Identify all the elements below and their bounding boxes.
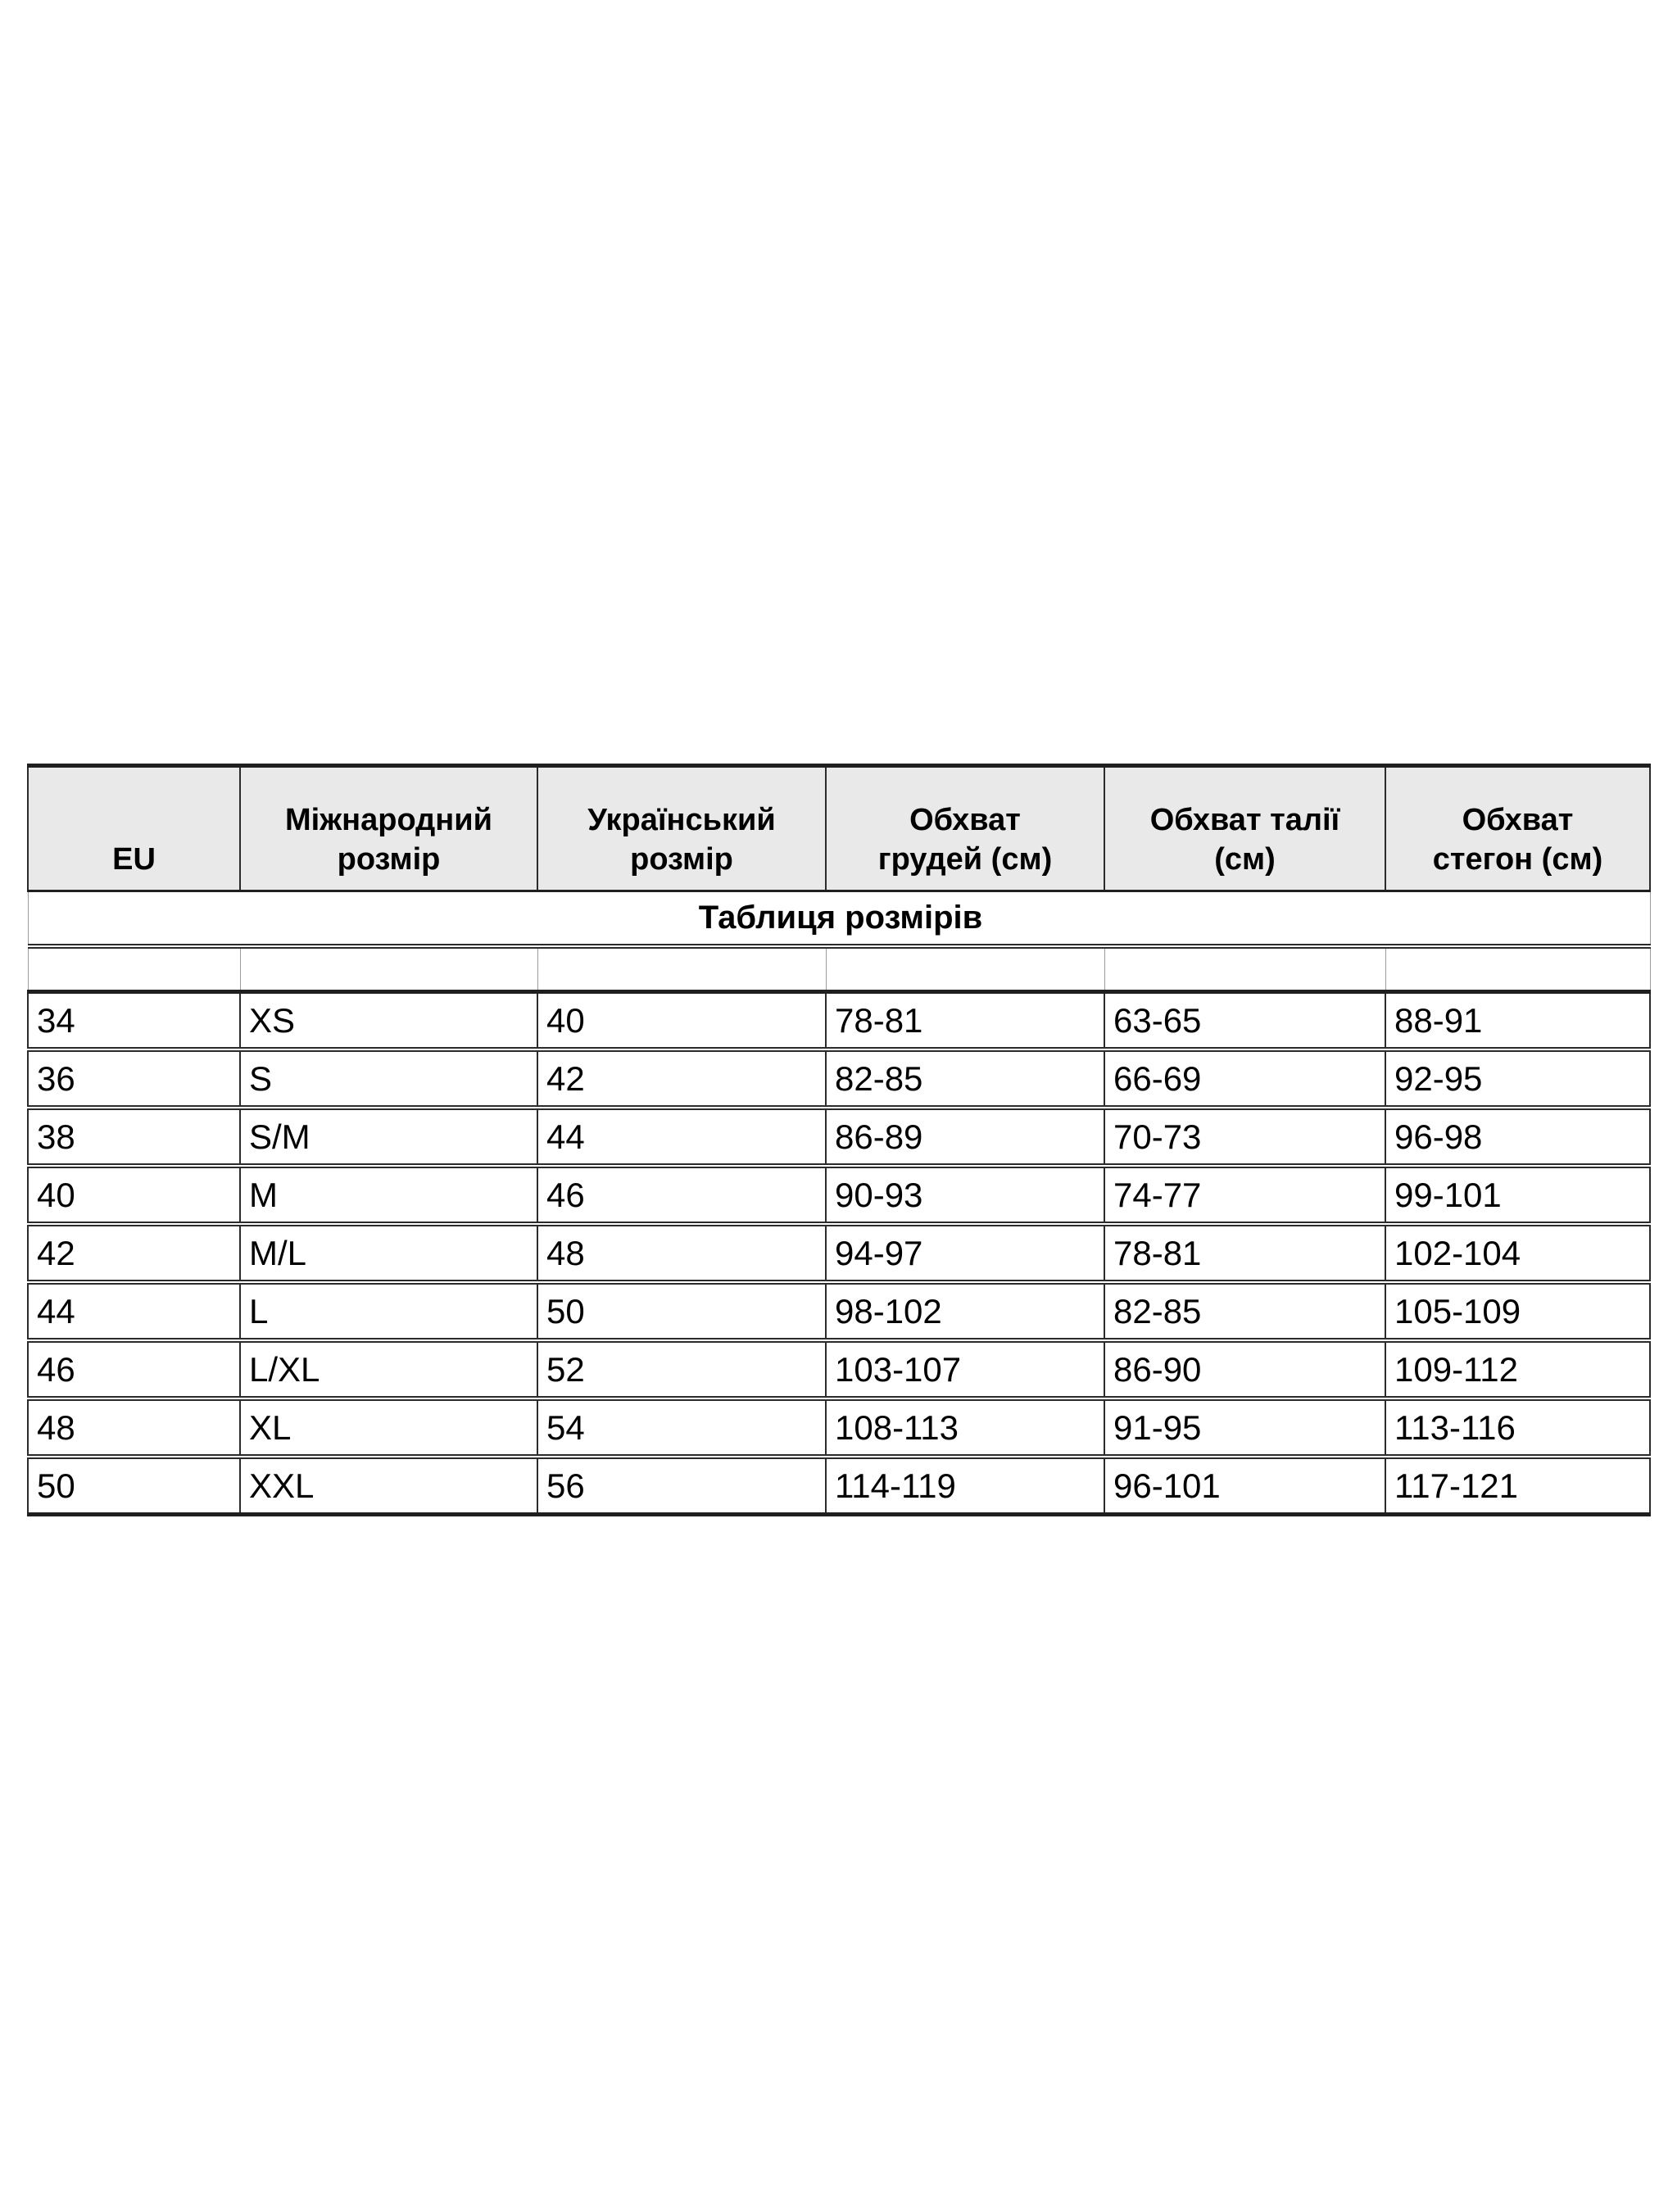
spacer-cell: [537, 946, 826, 992]
column-header-ukrainian-size: [537, 766, 826, 891]
header-line: розмір: [630, 842, 733, 877]
table-cell: 92-95: [1385, 1049, 1650, 1108]
table-cell: 50: [28, 1457, 240, 1515]
header-line: стегон (см): [1432, 842, 1603, 877]
table-cell: 91-95: [1104, 1398, 1385, 1457]
spacer-cell: [240, 946, 537, 992]
table-header-row: [28, 766, 1650, 891]
table-cell: 34: [28, 992, 240, 1050]
table-cell: 109-112: [1385, 1340, 1650, 1398]
table-cell: 94-97: [826, 1224, 1104, 1282]
table-cell: S/M: [240, 1108, 537, 1166]
table-cell: 108-113: [826, 1398, 1104, 1457]
spacer-cell: [1104, 946, 1385, 992]
table-cell: S: [240, 1049, 537, 1108]
table-cell: L/XL: [240, 1340, 537, 1398]
table-cell: 54: [537, 1398, 826, 1457]
table-cell: 78-81: [1104, 1224, 1385, 1282]
table-row: [28, 1224, 1650, 1282]
header-line: Український: [587, 803, 776, 837]
table-row: [28, 1166, 1650, 1224]
table-cell: 90-93: [826, 1166, 1104, 1224]
header-line: розмір: [337, 842, 441, 877]
column-header-waist: [1104, 766, 1385, 891]
table-cell: L: [240, 1282, 537, 1340]
table-cell: 99-101: [1385, 1166, 1650, 1224]
column-header-international-size: [240, 766, 537, 891]
table-cell: 117-121: [1385, 1457, 1650, 1515]
table-cell: 86-89: [826, 1108, 1104, 1166]
table-cell: 36: [28, 1049, 240, 1108]
header-line: Обхват: [909, 803, 1021, 837]
table-row: [28, 992, 1650, 1050]
table-cell: 66-69: [1104, 1049, 1385, 1108]
table-cell: 82-85: [1104, 1282, 1385, 1340]
table-title: Таблиця розмірів: [28, 891, 1650, 947]
header-line: грудей (см): [877, 842, 1053, 877]
table-cell: 44: [28, 1282, 240, 1340]
table-title-row: [28, 891, 1650, 947]
column-header-chest: [826, 766, 1104, 891]
table-cell: 46: [537, 1166, 826, 1224]
column-header-hips: [1385, 766, 1650, 891]
table-cell: 38: [28, 1108, 240, 1166]
header-line: Обхват талії: [1149, 803, 1340, 837]
table-row: [28, 1108, 1650, 1166]
table-cell: 98-102: [826, 1282, 1104, 1340]
table-cell: 42: [537, 1049, 826, 1108]
table-cell: 40: [537, 992, 826, 1050]
table-cell: 102-104: [1385, 1224, 1650, 1282]
table-row: [28, 1457, 1650, 1515]
table-cell: 48: [28, 1398, 240, 1457]
header-line: EU: [112, 842, 156, 877]
table-cell: 42: [28, 1224, 240, 1282]
table-cell: 113-116: [1385, 1398, 1650, 1457]
table-cell: 74-77: [1104, 1166, 1385, 1224]
table-cell: 86-90: [1104, 1340, 1385, 1398]
table-spacer-row: [28, 946, 1650, 992]
header-line: (см): [1214, 842, 1276, 877]
spacer-cell: [28, 946, 240, 992]
table-row: [28, 1049, 1650, 1108]
size-chart-table: [27, 764, 1651, 1516]
table-cell: 105-109: [1385, 1282, 1650, 1340]
table-cell: 103-107: [826, 1340, 1104, 1398]
table-cell: 40: [28, 1166, 240, 1224]
spacer-cell: [826, 946, 1104, 992]
table-cell: 96-98: [1385, 1108, 1650, 1166]
table-cell: 46: [28, 1340, 240, 1398]
table-cell: XS: [240, 992, 537, 1050]
table-cell: 70-73: [1104, 1108, 1385, 1166]
table-cell: XXL: [240, 1457, 537, 1515]
table-row: [28, 1282, 1650, 1340]
table-row: [28, 1398, 1650, 1457]
table-cell: 50: [537, 1282, 826, 1340]
table-cell: 56: [537, 1457, 826, 1515]
table-cell: 48: [537, 1224, 826, 1282]
spacer-cell: [1385, 946, 1650, 992]
table-cell: 78-81: [826, 992, 1104, 1050]
table-cell: M: [240, 1166, 537, 1224]
table-cell: 114-119: [826, 1457, 1104, 1515]
header-line: Обхват: [1462, 803, 1574, 837]
column-header-eu: [28, 766, 240, 891]
table-cell: 44: [537, 1108, 826, 1166]
table-cell: 52: [537, 1340, 826, 1398]
table-cell: 96-101: [1104, 1457, 1385, 1515]
header-line: Міжнародний: [285, 803, 492, 837]
table-cell: 82-85: [826, 1049, 1104, 1108]
table-cell: M/L: [240, 1224, 537, 1282]
table-cell: XL: [240, 1398, 537, 1457]
table-cell: 63-65: [1104, 992, 1385, 1050]
table-cell: 88-91: [1385, 992, 1650, 1050]
size-table-body: [28, 992, 1650, 1515]
table-row: [28, 1340, 1650, 1398]
